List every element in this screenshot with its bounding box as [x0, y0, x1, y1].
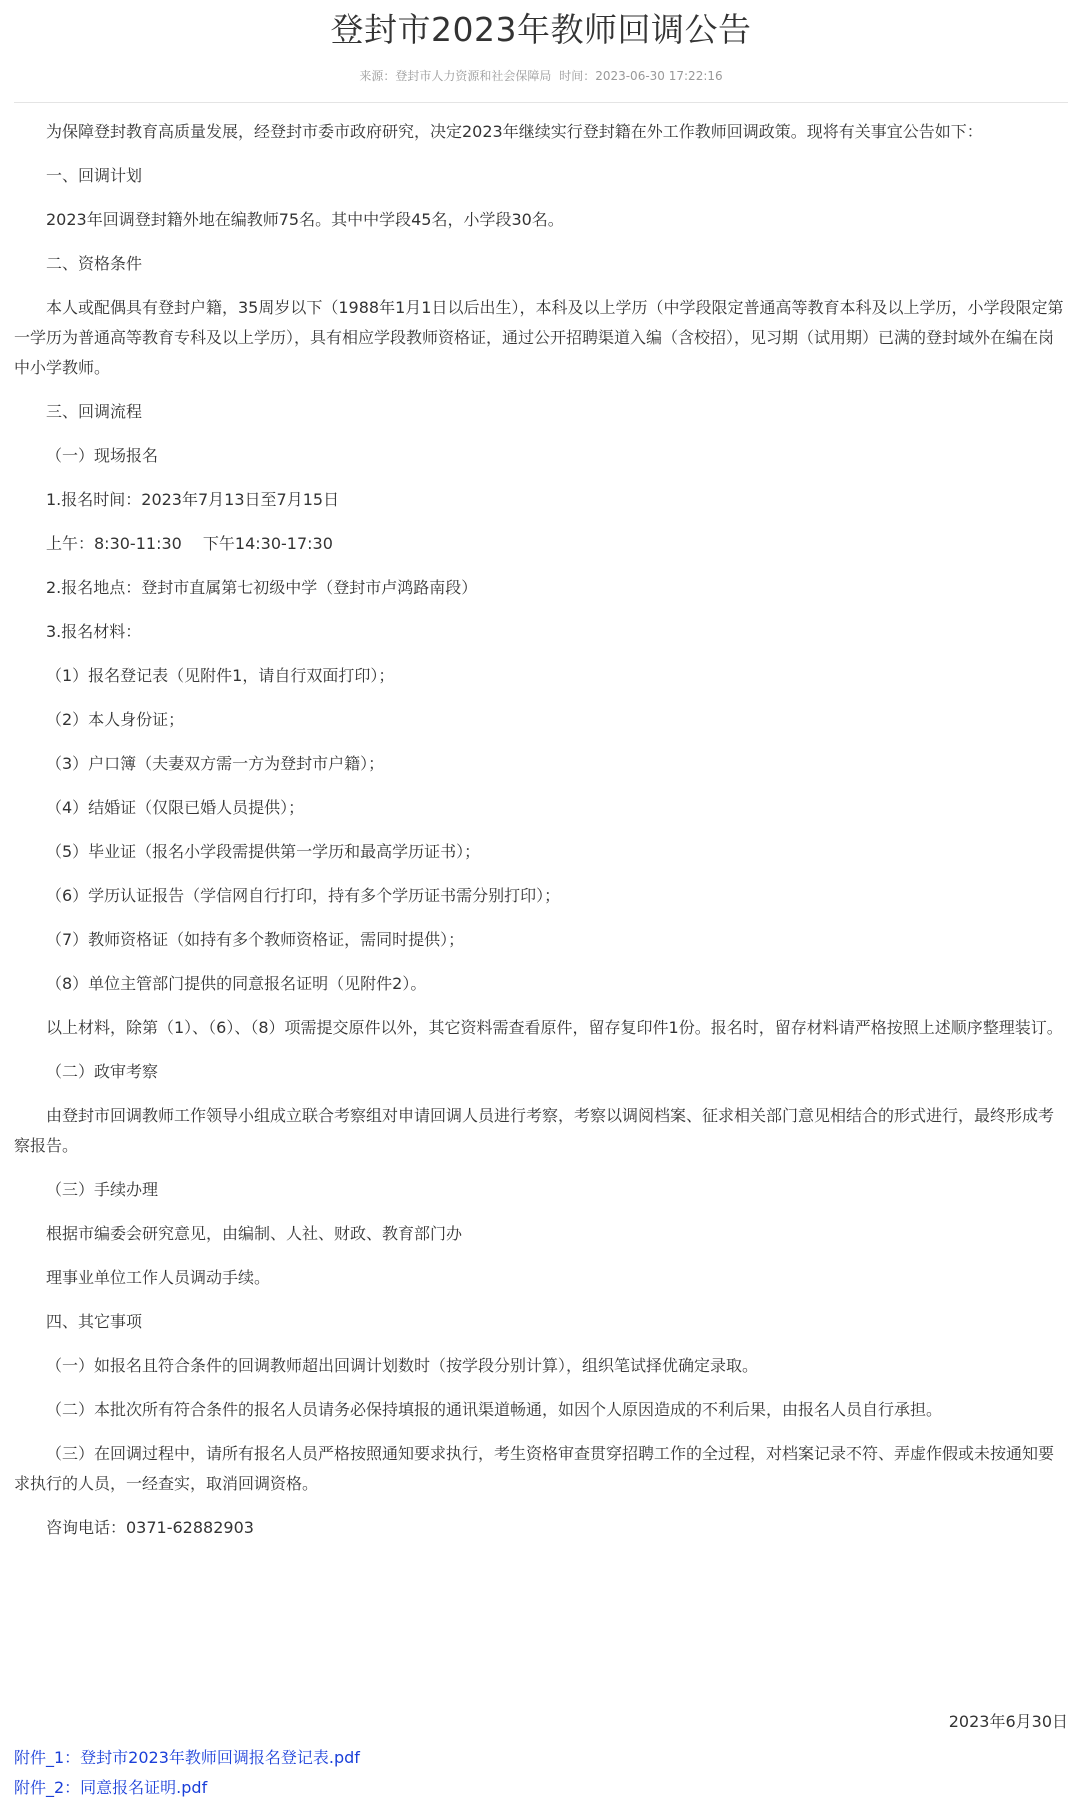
paragraph: （二）本批次所有符合条件的报名人员请务必保持填报的通讯渠道畅通，如因个人原因造成的不利后果，由报名人员自行承担。 — [46, 1400, 943, 1419]
paragraph: 以上材料，除第（1）、（6）、（8）项需提交原件以外，其它资料需查看原件，留存复印件1份。报名时，留存材料请严格按照上述顺序整理装订。 — [46, 1018, 1063, 1037]
section-heading: 四、其它事项 — [46, 1312, 143, 1331]
paragraph: 2.报名地点：登封市直属第七初级中学（登封市卢鸿路南段） — [46, 578, 478, 597]
list-item: （5）毕业证（报名小学段需提供第一学历和最高学历证书）； — [46, 842, 481, 861]
title-divider — [14, 102, 1068, 103]
publish-date: 2023年6月30日 — [948, 1712, 1068, 1731]
contact-phone: 咨询电话：0371-62882903 — [46, 1518, 254, 1537]
article-title: 登封市2023年教师回调公告 — [330, 10, 752, 49]
attachment-item — [14, 1773, 1068, 1803]
paragraph: 理事业单位工作人员调动手续。 — [46, 1268, 271, 1287]
article-meta — [14, 66, 1068, 86]
paragraph: （三）在回调过程中，请所有报名人员严格按照通知要求执行，考生资格审查贯穿招聘工作的全过程，对档案记录不符、弄虚作假或未按通知要求执行的人员，一经查实，取消回调资格。 — [14, 1444, 1055, 1493]
subsection-heading: （三）手续办理 — [46, 1180, 159, 1199]
subsection-heading: （二）政审考察 — [46, 1062, 159, 1081]
list-item: （6）学历认证报告（学信网自行打印，持有多个学历证书需分别打印）； — [46, 886, 561, 905]
paragraph: 1.报名时间：2023年7月13日至7月15日 — [46, 490, 340, 509]
attachment-link-1[interactable]: 附件_1：登封市2023年教师回调报名登记表.pdf — [14, 1748, 360, 1767]
section-heading: 三、回调流程 — [46, 402, 143, 421]
paragraph-intro: 为保障登封教育高质量发展，经登封市委市政府研究，决定2023年继续实行登封籍在外工作教师回调政策。现将有关事宜公告如下： — [46, 122, 983, 141]
article-source: 来源：登封市人力资源和社会保障局 — [359, 69, 552, 83]
article-time: 时间：2023-06-30 17:22:16 — [559, 69, 723, 83]
attachments-list — [14, 1743, 1068, 1803]
paragraph: 根据市编委会研究意见，由编制、人社、财政、教育部门办 — [46, 1224, 463, 1243]
list-item: （1）报名登记表（见附件1，请自行双面打印）； — [46, 666, 395, 685]
section-heading: 二、资格条件 — [46, 254, 143, 273]
attachment-item — [14, 1743, 1068, 1773]
subsection-heading: （一）现场报名 — [46, 446, 159, 465]
list-item: （8）单位主管部门提供的同意报名证明（见附件2）。 — [46, 974, 427, 993]
section-heading: 一、回调计划 — [46, 166, 143, 185]
list-item: （3）户口簿（夫妻双方需一方为登封市户籍）； — [46, 754, 385, 773]
paragraph: （一）如报名且符合条件的回调教师超出回调计划数时（按学段分别计算），组织笔试择优确定录取。 — [46, 1356, 759, 1375]
list-item: （2）本人身份证； — [46, 710, 185, 729]
paragraph: 上午：8:30-11:30 下午14:30-17:30 — [46, 534, 333, 553]
attachment-link-2[interactable]: 附件_2：同意报名证明.pdf — [14, 1778, 208, 1797]
paragraph: 由登封市回调教师工作领导小组成立联合考察组对申请回调人员进行考察，考察以调阅档案、征求相关部门意见相结合的形式进行，最终形成考察报告。 — [14, 1106, 1055, 1155]
list-item: （4）结婚证（仅限已婚人员提供）； — [46, 798, 305, 817]
article-body — [14, 117, 1068, 1543]
content-spacer — [14, 1543, 1068, 1693]
list-item: （7）教师资格证（如持有多个教师资格证，需同时提供）； — [46, 930, 465, 949]
paragraph: 3.报名材料： — [46, 622, 142, 641]
paragraph: 本人或配偶具有登封户籍，35周岁以下（1988年1月1日以后出生），本科及以上学历（中学段限定普通高等教育本科及以上学历，小学段限定第一学历为普通高等教育专科及以上学历），具有相应学段教师资格证，通过公开招聘渠道入编（含校招），见习期（试用期）已满的登封域外在编在岗中小学教师。 — [14, 298, 1064, 377]
paragraph: 2023年回调登封籍外地在编教师75名。其中中学段45名，小学段30名。 — [46, 210, 564, 229]
